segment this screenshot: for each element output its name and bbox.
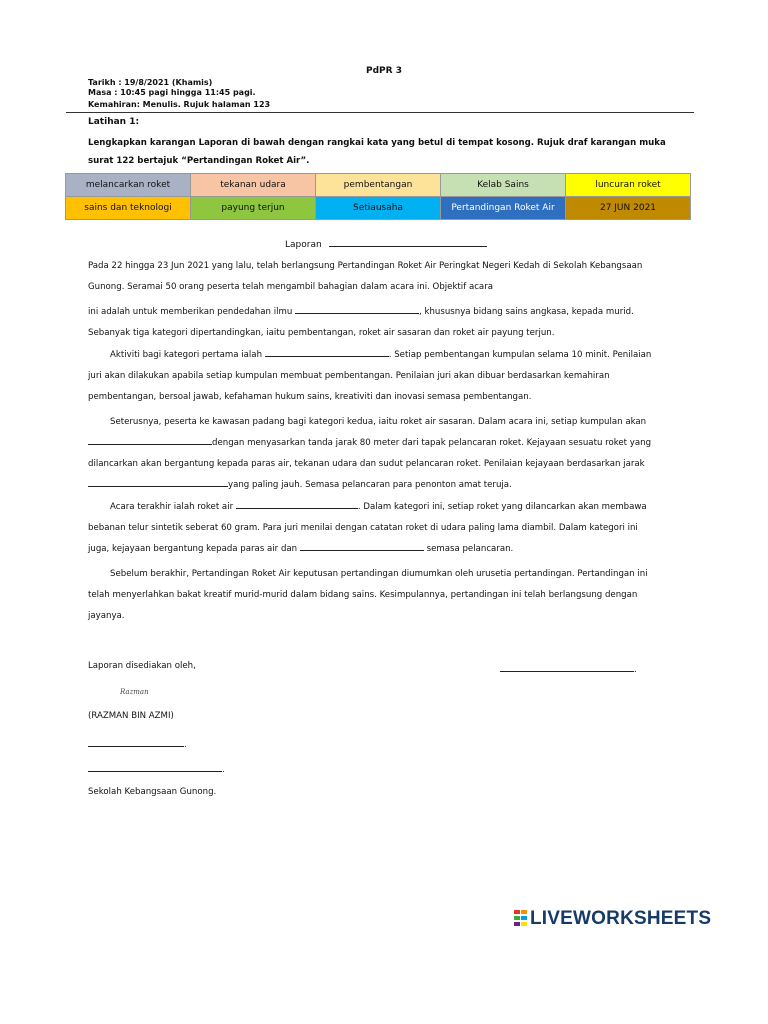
instruction-line-1: Lengkapkan karangan Laporan di bawah dengan rangkai kata yang betul di tempat kosong. Rujuk draf karangan muka [88,138,666,148]
text-line: Pada 22 hingga 23 Jun 2021 yang lalu, telah berlangsung Pertandingan Roket Air Peringkat Negeri Kedah di Sekolah Kebangsaan [88,261,643,271]
skill-line: Kemahiran: Menulis. Rujuk halaman 123 [88,100,271,109]
paragraph-3 [88,412,694,496]
blank-title[interactable] [329,235,487,247]
page-title: PdPR 3 [366,66,402,76]
text-line: juga, kejayaan bergantung kepada paras air dan semasa pelancaran. [88,539,694,560]
word-chip[interactable]: sains dan teknologi [66,197,191,220]
text-line: bebanan telur sintetik seberat 60 gram. Para juri menilai dengan catatan roket di udara paling lama diambil. Dalam kategori ini [88,523,638,533]
blank-position[interactable] [88,735,184,747]
word-bank [65,173,691,220]
header-divider [66,112,694,113]
word-bank-row-1 [66,174,691,197]
word-chip[interactable]: tekanan udara [191,174,316,197]
word-chip[interactable]: Kelab Sains [441,174,566,197]
text-line: yang paling jauh. Semasa pelancaran para penonton amat teruja. [88,475,694,496]
text-line: pembentangan, bersoal jawab, kefahaman hukum sains, kreativiti dan inovasi semasa pembentangan. [88,392,532,402]
word-chip[interactable]: Setiausaha [316,197,441,220]
blank-1[interactable] [295,302,419,314]
word-chip[interactable]: pembentangan [316,174,441,197]
paragraph-2 [88,345,694,408]
blank-6[interactable] [300,539,424,551]
text-line: dengan menyasarkan tanda jarak 80 meter dari tapak pelancaran roket. Kejayaan sesuatu roket yang [88,433,694,454]
time-line: Masa : 10:45 pagi hingga 11:45 pagi. [88,88,256,97]
exercise-label: Latihan 1: [88,117,140,127]
liveworksheets-icon [514,910,528,926]
position-blank-line: . [88,735,187,750]
prepared-by: Laporan disediakan oleh, [88,661,196,671]
blank-club[interactable] [88,760,222,772]
word-chip[interactable]: 27 JUN 2021 [566,197,691,220]
paragraph-1 [88,256,694,298]
blank-5[interactable] [236,497,358,509]
word-chip[interactable]: melancarkan roket [66,174,191,197]
blank-date[interactable] [500,660,634,672]
report-label: Laporan [285,240,322,250]
text-line: dilancarkan akan bergantung kepada paras air, tekanan udara dan sudut pelancaran roket. Penilaian kejayaan berdasarkan jarak [88,459,645,469]
blank-4[interactable] [88,475,228,487]
text-line: ini adalah untuk memberikan pendedahan ilmu , khususnya bidang sains angkasa, kepada murid. [88,302,694,323]
paragraph-5 [88,564,694,627]
author-name: (RAZMAN BIN AZMI) [88,711,174,721]
paragraph-1-cont [88,302,694,344]
instruction [88,134,688,170]
blank-3[interactable] [88,433,212,445]
text-line: Sebanyak tiga kategori dipertandingkan, iaitu pembentangan, roket air sasaran dan roket air payung terjun. [88,328,555,338]
word-bank-row-2 [66,197,691,220]
text-line: Gunong. Seramai 50 orang peserta telah mengambil bahagian dalam acara ini. Objektif acara [88,282,494,292]
report-title-line [285,235,487,250]
liveworksheets-logo [514,908,711,930]
word-chip[interactable]: luncuran roket [566,174,691,197]
school-name: Sekolah Kebangsaan Gunong. [88,787,217,797]
text-line: juri akan dilakukan apabila setiap kumpulan membuat pembentangan. Penilaian juri akan dibuar berdasarkan kemahiran [88,371,610,381]
blank-2[interactable] [265,345,389,357]
text-line: jayanya. [88,611,125,621]
word-chip[interactable]: payung terjun [191,197,316,220]
date-line: Tarikh : 19/8/2021 (Khamis) [88,78,213,87]
text-line: Seterusnya, peserta ke kawasan padang bagi kategori kedua, iaitu roket air sasaran. Dalam acara ini, setiap kumpulan akan [110,417,647,427]
text-line: Aktiviti bagi kategori pertama ialah . Setiap pembentangan kumpulan selama 10 minit. Penilaian [88,345,694,366]
instruction-line-2: surat 122 bertajuk “Pertandingan Roket Air”. [88,156,310,166]
word-chip[interactable]: Pertandingan Roket Air [441,197,566,220]
date-blank-line: . [500,660,637,675]
club-blank-line: . [88,760,225,775]
text-line: Acara terakhir ialah roket air . Dalam kategori ini, setiap roket yang dilancarkan akan membawa [88,497,694,518]
signature: Razman [120,688,149,696]
brand-text: LIVEWORKSHEETS [530,908,712,929]
text-line: Sebelum berakhir, Pertandingan Roket Air keputusan pertandingan diumumkan oleh urusetia pertandingan. Pertandingan ini [110,569,648,579]
paragraph-4 [88,497,694,560]
text-line: telah menyerlahkan bakat kreatif murid-murid dalam bidang sains. Kesimpulannya, pertandingan ini telah berlangsung dengan [88,590,638,600]
